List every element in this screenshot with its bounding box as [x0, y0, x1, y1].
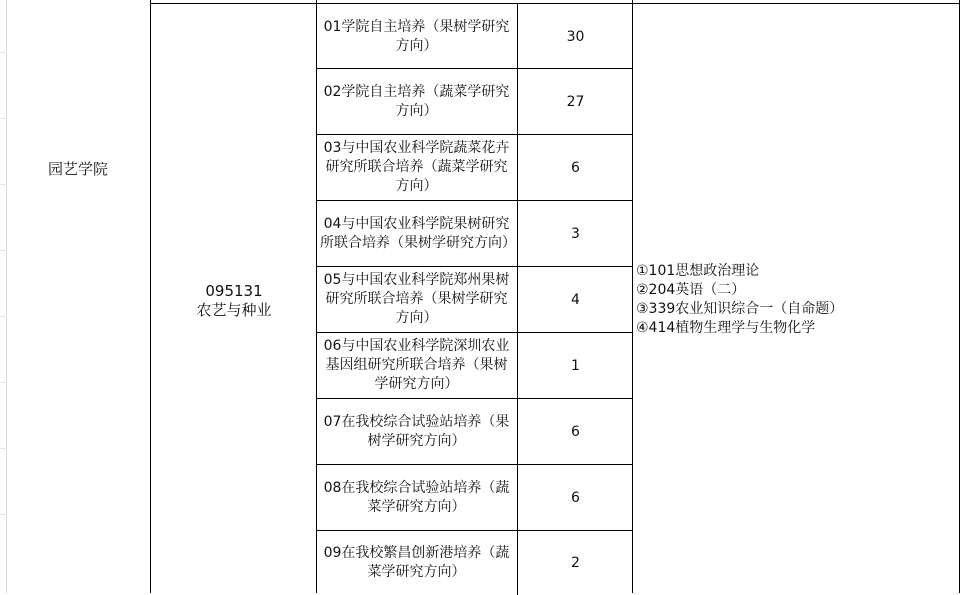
top-border: [150, 3, 316, 4]
direction-label: 09在我校繁昌创新港培养（蔬菜学研究方向）: [323, 545, 510, 580]
direction-label: 03与中国农业科学院蔬菜花卉研究所联合培养（蔬菜学研究方向）: [323, 140, 510, 194]
exam-subject: ④414植物生理学与生物化学: [636, 320, 816, 336]
direction-row: [316, 134, 632, 200]
enrollment-count: 6: [517, 399, 633, 464]
enrollment-count: 1: [517, 333, 633, 398]
enrollment-count: 3: [517, 201, 633, 266]
enrollment-count: 30: [517, 4, 633, 69]
exam-subjects: [636, 262, 843, 338]
direction-row: [316, 200, 632, 266]
major-code: 095131: [205, 282, 263, 300]
enrollment-count: 27: [517, 69, 633, 134]
direction-row: [316, 68, 632, 134]
direction-label: 02学院自主培养（蔬菜学研究方向）: [323, 83, 510, 119]
direction-label: 01学院自主培养（果树学研究方向）: [323, 18, 510, 54]
exam-subject: ②204英语（二）: [636, 282, 746, 298]
sheet-gridline: [6, 0, 7, 593]
column-border: [150, 0, 151, 593]
direction-label: 07在我校综合试验站培养（果树学研究方向）: [323, 413, 510, 449]
enrollment-count: 6: [517, 465, 633, 530]
exam-subject: ③339农业知识综合一（自命题）: [636, 301, 844, 317]
direction-row: [316, 3, 632, 69]
direction-label: 06与中国农业科学院深圳农业基因组研究所联合培养（果树学研究方向）: [323, 338, 510, 392]
top-border: [632, 3, 960, 4]
direction-row: [316, 464, 632, 530]
enrollment-count: 2: [517, 531, 633, 595]
exam-subject: ①101思想政治理论: [636, 263, 760, 279]
column-border: [959, 0, 960, 593]
major-name: 农艺与种业: [196, 301, 272, 319]
direction-row: [316, 398, 632, 464]
direction-label: 05与中国农业科学院郑州果树研究所联合培养（果树学研究方向）: [323, 272, 510, 326]
college-name: 园艺学院: [47, 160, 108, 178]
enrollment-count: 4: [517, 267, 633, 332]
enrollment-count: 6: [517, 135, 633, 200]
major-cell: [152, 282, 316, 320]
direction-label: 04与中国农业科学院果树研究所联合培养（果树学研究方向）: [320, 215, 516, 251]
direction-row: [316, 266, 632, 332]
direction-row: [316, 530, 632, 595]
direction-label: 08在我校综合试验站培养（蔬菜学研究方向）: [323, 479, 510, 515]
direction-row: [316, 332, 632, 398]
